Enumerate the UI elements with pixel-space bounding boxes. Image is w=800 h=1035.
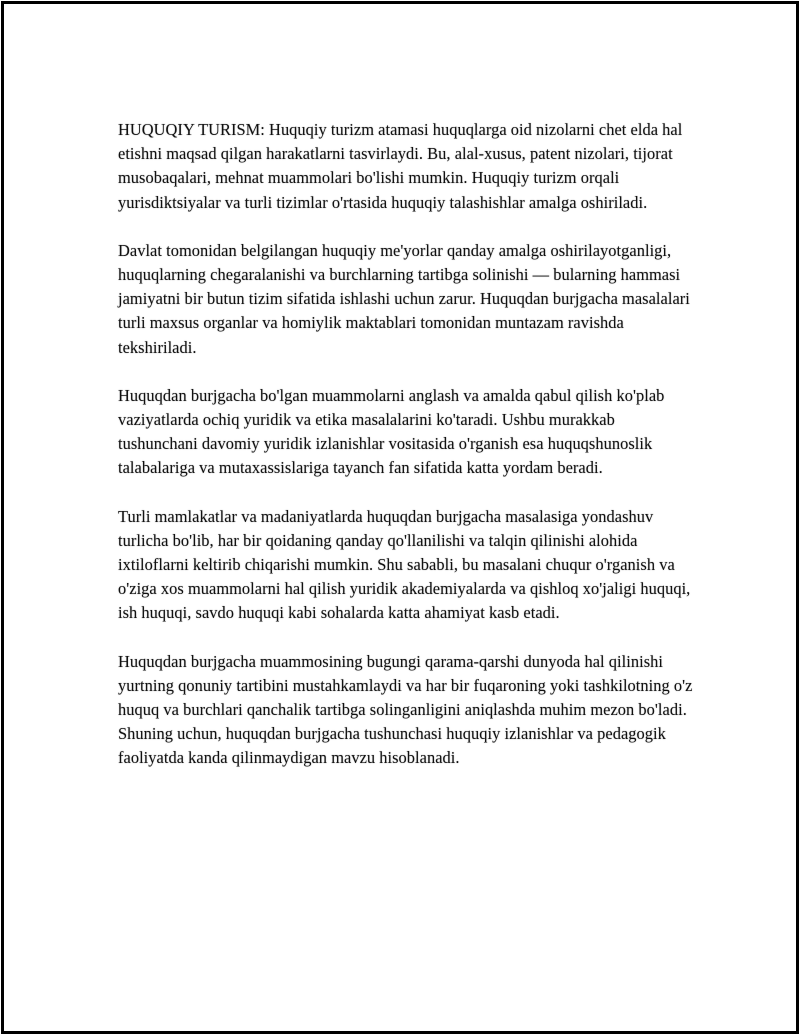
- paragraph-4: Turli mamlakatlar va madaniyatlarda huquqdan burjgacha masalasiga yondashuv turlicha bo'lib, har bir qoidaning qanday qo'llanilishi va talqin qilinishi alohida ixtiloflarni keltirib chiqarishi mumkin. Shu sababli, bu masalani chuqur o'rganish va o'ziga xos muammolarni hal qilish yuridik akademiyalarda va qishloq xo'jaligi huquqi, ish huquqi, savdo huquqi kabi sohalarda katta ahamiyat kasb etadi.: [118, 506, 691, 623]
- paragraph-2: Davlat tomonidan belgilangan huquqiy me'yorlar qanday amalga oshirilayotganligi, huquqlarning chegaralanishi va burchlarning tartibga solinishi — bularning hammasi jamiyatni bir butun tizim sifatida ishlashi uchun zarur. Huquqdan burjgacha masalalari turli maxsus organlar va homiylik maktablari tomonidan muntazam ravishda tekshiriladi.: [118, 240, 690, 357]
- paragraph-5: Huquqdan burjgacha muammosining bugungi qarama-qarshi dunyoda hal qilinishi yurtning qonuniy tartibini mustahkamlaydi va har bir fuqaroning yoki tashkilotning o'z huquq va burchlari qanchalik tartibga solinganligini aniqlashda muhim mezon bo'ladi. Shuning uchun, huquqdan burjgacha tushunchasi huquqiy izlanishlar va pedagogik faoliyatda kanda qilinmaydigan mavzu hisoblanadi.: [118, 651, 693, 768]
- paragraph-3: Huquqdan burjgacha bo'lgan muammolarni anglash va amalda qabul qilish ko'plab vaziyatlarda ochiq yuridik va etika masalalarini ko'taradi. Ushbu murakkab tushunchani davomiy yuridik izlanishlar vositasida o'rganish esa huquqshunoslik talabalariga va mutaxassislariga tayanch fan sifatida katta yordam beradi.: [118, 385, 665, 478]
- paragraph-1: HUQUQIY TURISM: Huquqiy turizm atamasi huquqlarga oid nizolarni chet elda hal etishni maqsad qilgan harakatlarni tasvirlaydi. Bu, alal-xusus, patent nizolari, tijorat musobaqalari, mehnat muammolari bo'lishi mumkin. Huquqiy turizm orqali yurisdiktsiyalar va turli tizimlar o'rtasida huquqiy talashishlar amalga oshiriladi.: [118, 120, 683, 212]
- document-body: [118, 118, 698, 795]
